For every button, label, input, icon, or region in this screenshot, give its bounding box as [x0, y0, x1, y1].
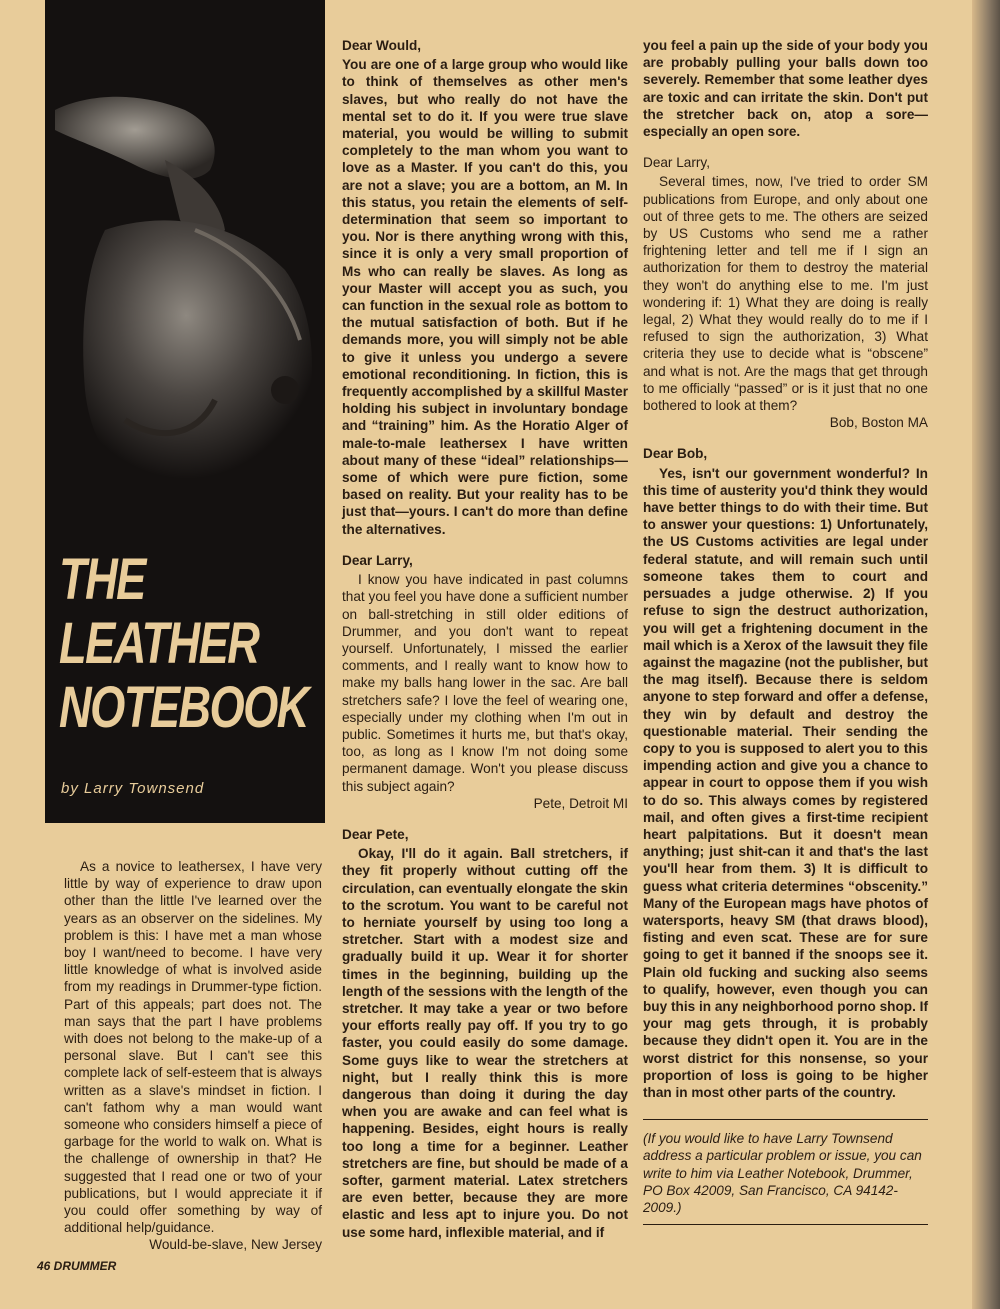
leather-figure-photo [45, 0, 325, 520]
letter-2-signature: Pete, Detroit MI [533, 795, 628, 811]
reader-letter-2: I know you have indicated in past columns that you feel you have done a sufficient number on ball-stretching in still older editions of Drummer, and you don't want to repeat yourself. Unfortunately, I missed the earlier comments, and I really want to know how to make my balls hang lower in the sac. Are ball stretchers safe? I love the feel of wearing one, especially under my clothing when I'm out in public. Sometimes it hurts me, but that's okay, too, as long as I know I'm not doing some permanent damage. Won't you please discuss this subject again? [342, 572, 628, 794]
column-3 [643, 37, 928, 1225]
note-bottom-rule [643, 1216, 928, 1225]
column-2 [342, 37, 628, 1241]
title-line-1: THE [59, 547, 145, 612]
byline: by Larry Townsend [61, 780, 205, 797]
reply-2-greeting: Dear Pete, [342, 826, 409, 842]
header-photo-panel [45, 0, 325, 823]
reply-3-text: Yes, isn't our government wonderful? In this time of austerity you'd think they would have better things to do with their time. But to answer your questions: 1) Unfortunately, the US Customs activities are legal under federal statute, and will remain such until someone takes them to court and persuades a judge otherwise. 2) If you refuse to sign the destruct authorization, you will get a frightening document in the mail which is a Xerox of the lawsuit they file against the magazine (not the publisher, but the mag itself). Because there is seldom anyone to step forward and offer a defense, they win by default and destroy the questionable material. Their sending the copy to you is supposed to alert you to this impending action and give you a chance to appear in court to oppose them if you wish to do so. This always comes by registered mail, and often gives a first-time recipient heart palpitations. But it doesn't mean anything; just shit-can it and that's the last you'll hear from them. 3) It is difficult to guess what criteria determines “obscenity.” Many of the European mags have photos of watersports, heavy SM (that draws blood), fisting and even scat. These are for sure going to get it banned if the snoops see it. Plain old fucking and sucking also seems to qualify, however, even though you can buy this in any neighborhood porno shop. If your mag gets through, it is probably because they didn't open it. You are in the worst district for this nonsense, so your proportion of loss is going to be higher than in most other parts of the country. [643, 465, 928, 1100]
column-1 [64, 858, 322, 1254]
reply-2-continued: you feel a pain up the side of your body you are probably pulling your balls down too severely. Remember that some leather dyes are toxic and can irritate the skin. Don't put the stretcher back on, atop a sore—especially an open sore. [643, 38, 928, 140]
note-top-rule [643, 1101, 928, 1120]
reply-2-text: Okay, I'll do it again. Ball stretchers, if they fit properly without cutting off the circulation, can eventually elongate the skin to the scrotum. You want to be careful not to herniate yourself by using too long a stretcher. Start with a modest size and gradually build it up. Wear it for shorter times in the beginning, building up the length of the sessions with the length of the stretcher. It may take a year or two before your efforts really pay off. If you try to go faster, you could easily do some damage. Some guys like to wear the stretchers at night, but I really think this is more dangerous than doing it during the day when you are awake and can feel what is happening. Besides, eight hours is really too long a time for a beginner. Leather stretchers are fine, but should be made of a softer, garment material. Latex stretchers are even better, because they are more elastic and less apt to injure you. Do not use some hard, inflexible material, and if [342, 846, 628, 1240]
reader-letter-3: Several times, now, I've tried to order SM publications from Europe, and only about one out of three gets to me. The others are seized by US Customs who send me a rather frightening letter and tell me if I sign an authorization for them to destroy the material they won't do anything else to me. I'm just wondering if: 1) What they are doing is really legal, 2) What they would really do to me if I refused to sign the authorization, 3) What criteria they use to decide what is “obscene” and what is not. Are the mags that get through to me officially “passed” or is it just that no one bothered to look at them? [643, 174, 928, 414]
closing-note: (If you would like to have Larry Townsend address a particular problem or issue, you can write to him via Leather Notebook, Drummer, PO Box 42009, San Francisco, CA 94142-2009.) [643, 1131, 922, 1215]
page-footer: 46 DRUMMER [37, 1259, 117, 1273]
letter-3-signature: Bob, Boston MA [829, 415, 928, 431]
title-line-3: NOTEBOOK [59, 675, 308, 740]
reply-1-greeting: Dear Would, [342, 38, 422, 53]
letter-3-greeting: Dear Larry, [643, 155, 710, 171]
title-line-2: LEATHER [59, 611, 259, 676]
reply-1-text: You are one of a large group who would like to think of themselves as other men's slaves, but who really do not have the mental set to do it. If you were true slave material, you would be willing to submit completely to the man whom you want to love as a Master. If you can't do this, you are not a slave; you are a bottom, an M. In this status, you retain the elements of self-determination that seem so important to you. Nor is there anything wrong with this, since it is only a very small proportion of Ms who can really be slaves. As long as your Master will accept you as such, you can function in the sexual role as bottom to the mutual satisfaction of both. But if he demands more, you will simply not be able to give it unless you undergo a severe emotional reconditioning. In fiction, this is frequently accomplished by a skillful Master holding his subject in involuntary bondage and “training” him. As the Horatio Alger of male-to-male leathersex I have written about many of these “ideal” relationships—some of which were pure fiction, some based on reality. But your reality has to be just that—yours. I can't do more than define the alternatives. [342, 57, 628, 537]
reader-letter-1: As a novice to leathersex, I have very little by way of experience to draw upon other than the little I've learned over the years as an observer on the sidelines. My problem is this: I have met a man whose boy I want/need to become. I have very little knowledge of what is involved aside from my readings in Drummer-type fiction. Part of this appeals; part does not. The man says that the part I have problems with does not belong to the make-up of a personal slave. But I can't see this complete lack of self-esteem that is always written as a slave's mindset in fiction. I can't fathom why a man would want someone who considers himself a piece of garbage for the world to walk on. What is the challenge of ownership in that? He suggested that I read one or two of your publications, but I would appreciate it if you could offer something by way of additional help/guidance. [64, 859, 322, 1236]
article-title [59, 547, 308, 740]
reply-3-greeting: Dear Bob, [643, 446, 708, 462]
letter-2-greeting: Dear Larry, [342, 552, 413, 568]
page-edge-shadow [972, 0, 1000, 1309]
letter-1-signature: Would-be-slave, New Jersey [149, 1237, 322, 1253]
